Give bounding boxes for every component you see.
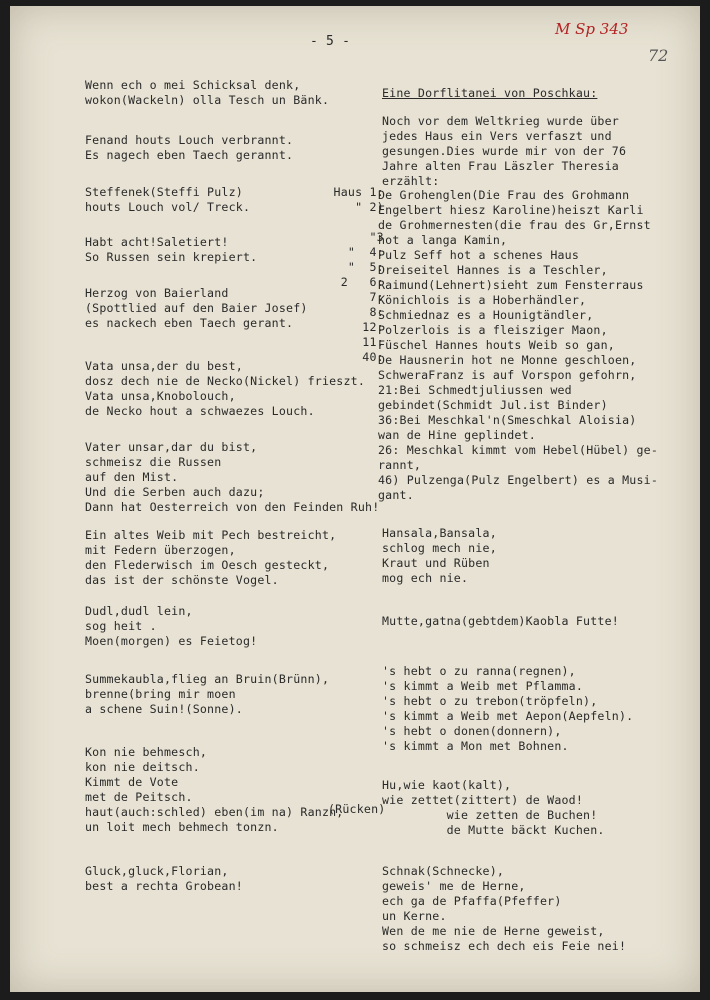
page-number: - 5 -: [310, 34, 351, 49]
verse-left-12: Gluck,gluck,Florian, best a rechta Grobean!: [85, 864, 243, 893]
verse-left-1: Wenn ech o mei Schicksal denk, wokon(Wackeln) olla Tesch un Bänk.: [85, 78, 330, 107]
verse-left-2: Fenand houts Louch verbrannt. Es nagech eben Taech gerannt.: [85, 133, 294, 162]
house-numbers: Haus 1: " 2) "3 " 4: " 5: 2 6: 7: 8: 12: 11: 40:: [333, 185, 384, 364]
verse-left-10: Summekaubla,flieg an Bruin(Brünn), brenne(bring mir moen a schene Suin!(Sonne).: [85, 672, 330, 716]
verse-left-8: Ein altes Weib mit Pech bestreicht, mit Federn überzogen, den Flederwisch im Oesch gesteckt, das ist der schönste Vogel.: [85, 528, 337, 587]
verse-left-4: Habt acht!Saletiert! So Russen sein krepiert.: [85, 235, 258, 264]
verse-right-5: Schnak(Schnecke), geweis' me de Herne, ech ga de Pfaffa(Pfeffer) un Kerne. Wen de me nie de Herne geweist, so schmeisz ech dech eis Feie nei!: [382, 864, 627, 953]
verse-right-4: Hu,wie kaot(kalt), wie zettet(zittert) de Waod! wie zetten de Buchen! de Mutte bäckt Kuchen.: [382, 778, 605, 837]
verse-left-6: Vata unsa,der du best, dosz dech nie de Necko(Nickel) frieszt. Vata unsa,Knobolouch, de Necko hout a schwaezes Louch.: [85, 359, 366, 418]
document-page: [10, 6, 700, 992]
verse-right-1: Hansala,Bansala, schlog mech nie, Kraut und Rüben mog ech nie.: [382, 526, 497, 585]
litany-title: Eine Dorflitanei von Poschkau:: [382, 86, 598, 100]
verse-right-3: 's hebt o zu ranna(regnen), 's kimmt a Weib met Pflamma. 's hebt o zu trebon(tröpfeln), 's kimmt a Weib met Aepon(Aepfeln). 's hebt o donen(donnern), 's kimmt a Mon met Bohnen.: [382, 664, 634, 753]
archive-signature: M Sp 343: [555, 20, 629, 38]
verse-right-2: Mutte,gatna(gebtdem)Kaobla Futte!: [382, 614, 619, 628]
verse-left-9: Dudl,dudl lein, sog heit . Moen(morgen) es Feietog!: [85, 604, 258, 648]
ruecken-note: (Rücken): [328, 802, 386, 816]
litany-intro: Noch vor dem Weltkrieg wurde über jedes Haus ein Vers verfaszt und gesungen.Dies wurde mir von der 76 Jahre alten Frau Läszler Theresia erzählt:: [382, 114, 627, 188]
verse-left-7: Vater unsar,dar du bist, schmeisz die Russen auf den Mist. Und die Serben auch dazu; Dann hat Oesterreich von den Feinden Ruh!: [85, 440, 380, 514]
verse-left-3: Steffenek(Steffi Pulz) houts Louch vol/ Treck.: [85, 185, 251, 214]
folio-number: 72: [648, 46, 669, 65]
verse-left-5: Herzog von Baierland (Spottlied auf den Baier Josef) es nackech eben Taech gerant.: [85, 286, 308, 330]
verse-left-11: Kon nie behmesch, kon nie deitsch. Kimmt de Vote met de Peitsch. haut(auch:schled) eben(im na) Ranzn, un loit mech behmech tonzn.: [85, 745, 344, 834]
litany-verses: De Grohenglen(Die Frau des Grohmann Engelbert hiesz Karoline)heiszt Karli de Grohmernesten(die frau des Gr,Ernst hot a langa Kamin, Pulz Seff hot a schenes Haus Dreiseitel Hannes is a Teschler, Raimund(Lehnert)sieht zum Fensterraus Könichlois is a Hoberhändler, Schmiednaz es a Hounigtändler, Polzerlois is a fleisziger Maon, Füschel Hannes houts Weib so gan, De Hausnerin hot ne Monne geschloen, SchweraFranz is auf Vorspon gefohrn, 21:Bei Schmedtjuliussen wed gebindet(Schmidt Jul.ist Binder) 36:Bei Meschkal'n(Smeschkal Aloisia) wan de Hine geplindet. 26: Meschkal kimmt vom Hebel(Hübel) ge- rannt, 46) Pulzenga(Pulz Engelbert) es a Musi- gant.: [378, 188, 659, 502]
